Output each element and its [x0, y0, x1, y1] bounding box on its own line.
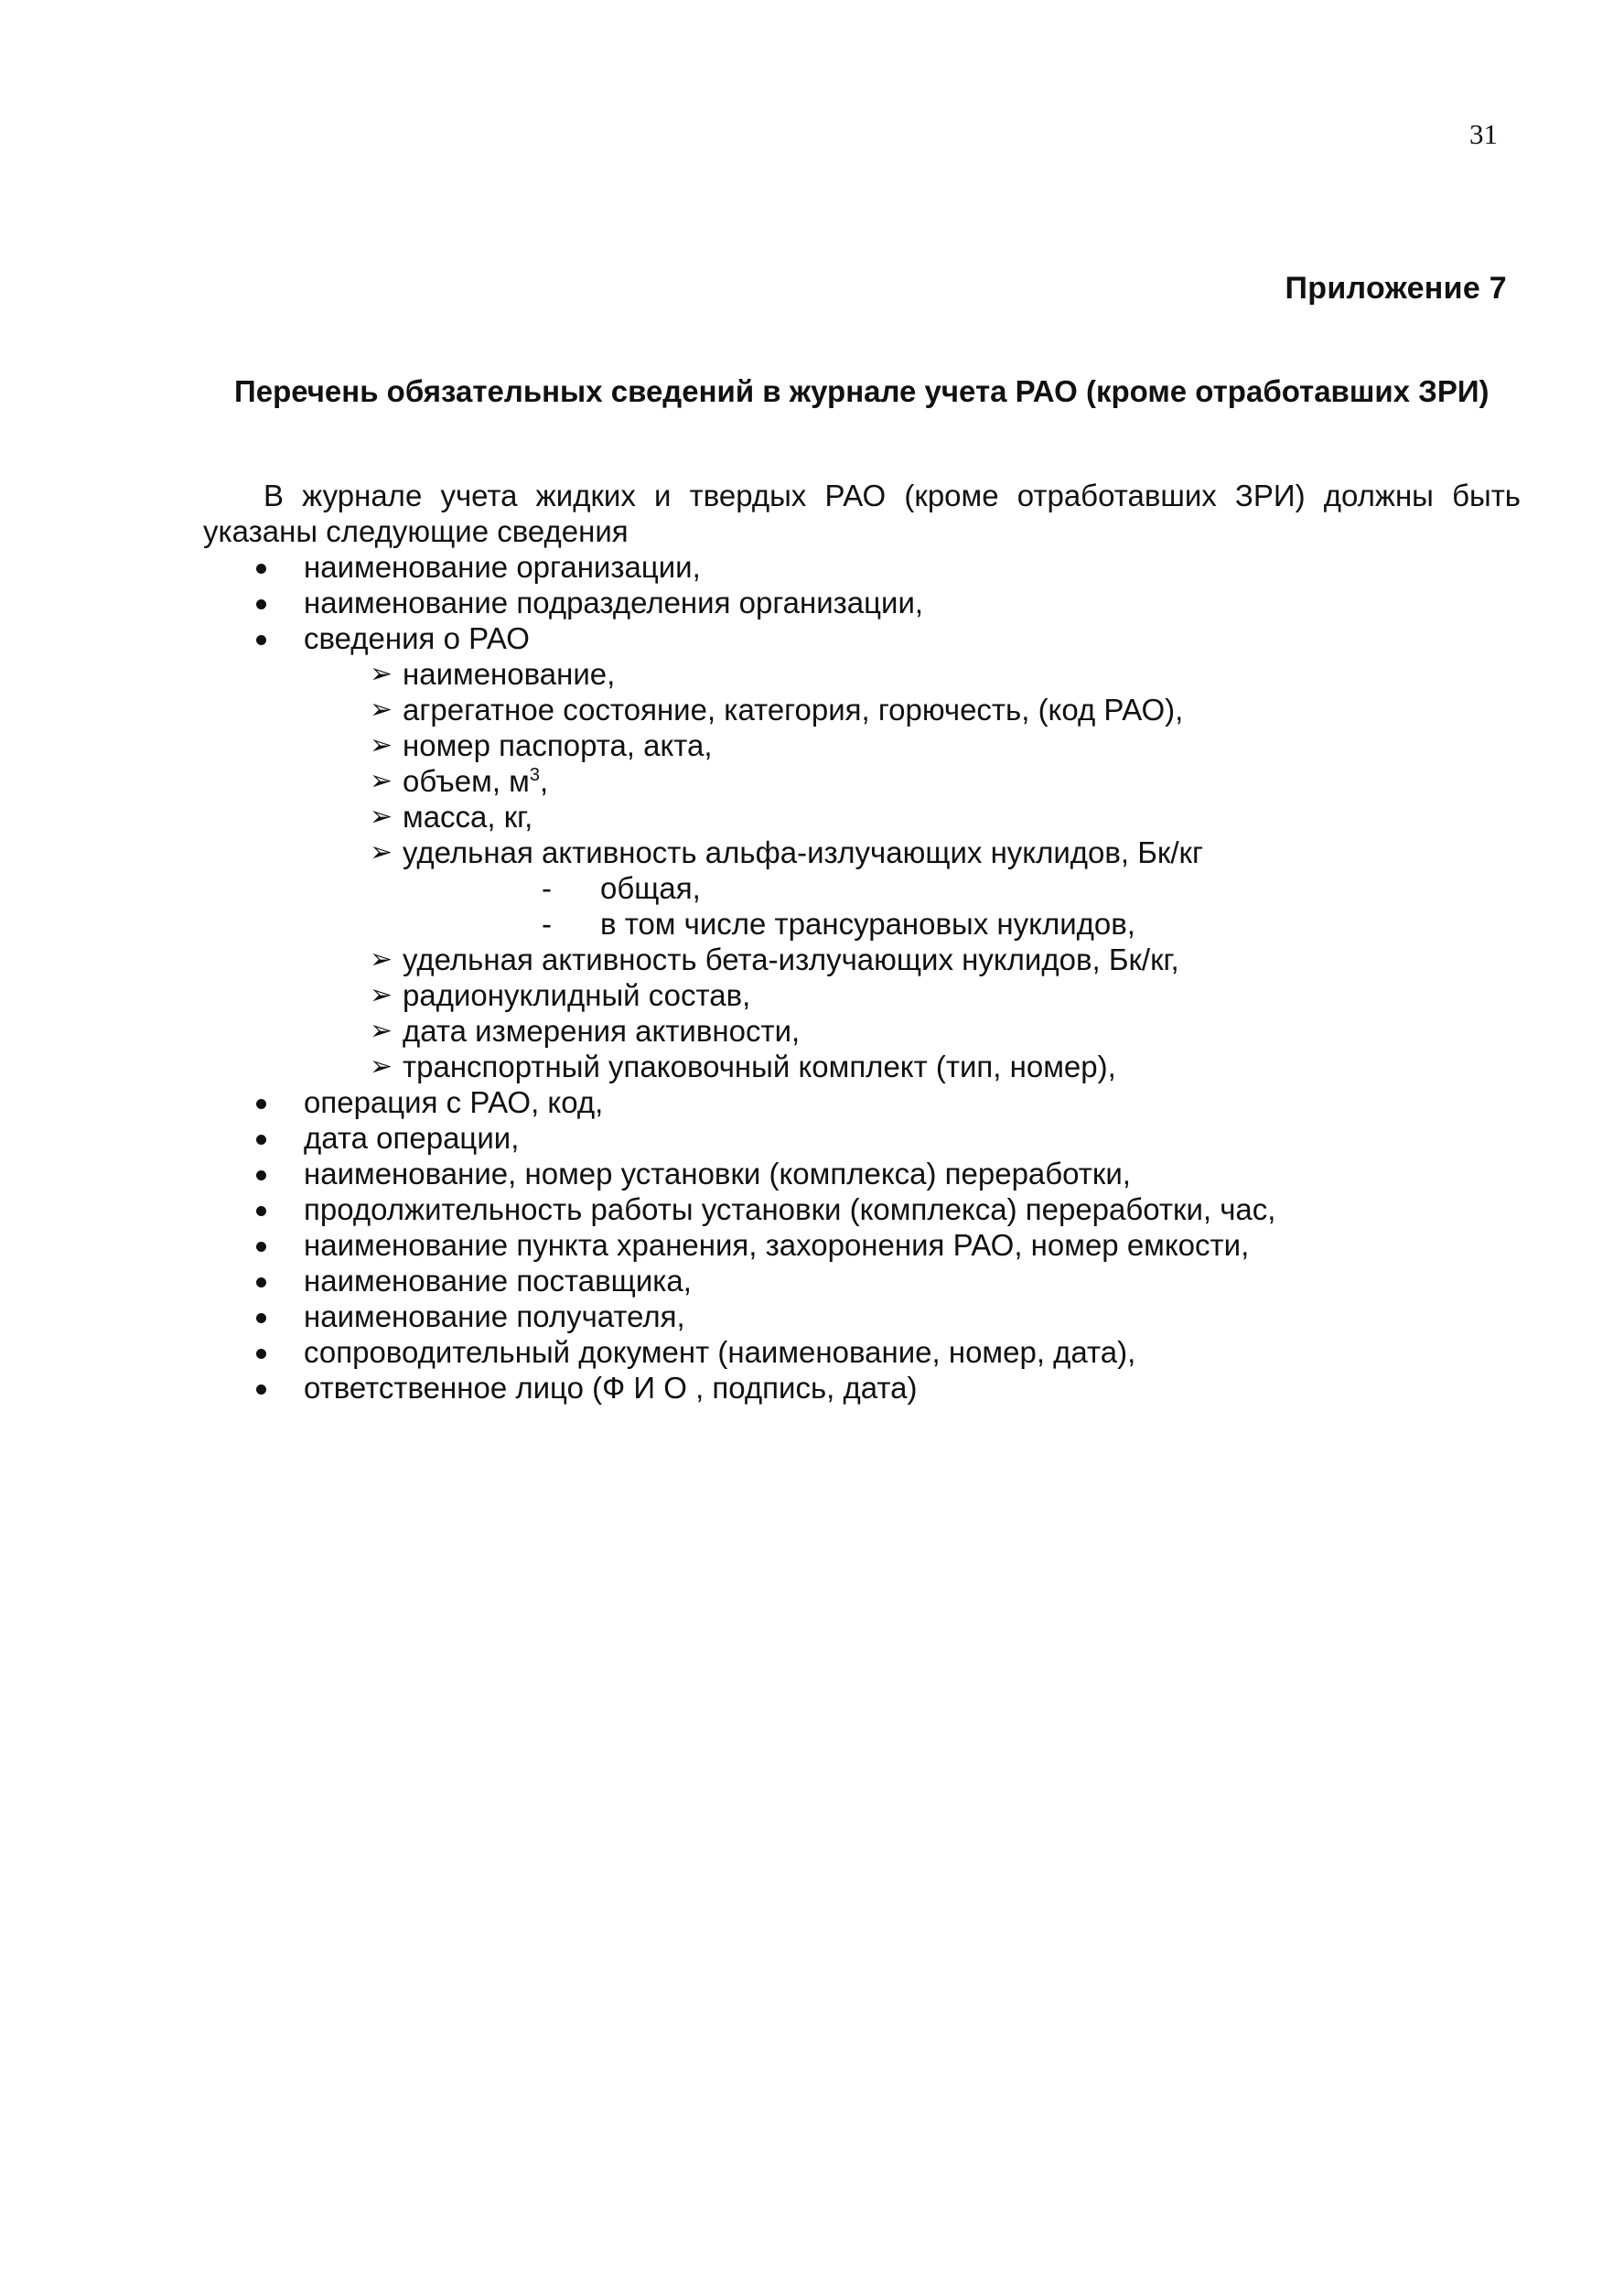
info-list [203, 549, 1521, 1406]
list-item [203, 1191, 1521, 1227]
list-item [203, 1084, 1521, 1120]
dash-bullet-icon: - [542, 871, 552, 905]
list-item [203, 549, 1521, 585]
list-item-text: сведения о РАО [304, 621, 530, 655]
sublist-item [304, 977, 1521, 1013]
arrow-bullet-icon: ➢ [370, 944, 393, 975]
list-item [203, 1120, 1521, 1156]
arrow-bullet-icon: ➢ [370, 837, 393, 867]
sublist-item-text: транспортный упаковочный комплект (тип, номер), [403, 1050, 1116, 1083]
list-item [203, 1227, 1521, 1263]
list-item-text: наименование пункта хранения, захоронения РАО, номер емкости, [304, 1228, 1250, 1262]
sublist-item [304, 692, 1521, 727]
list-item-text: дата операции, [304, 1121, 520, 1155]
appendix-label: Приложение 7 [1285, 271, 1507, 306]
sublist-item-text: удельная активность альфа-излучающих нуклидов, Бк/кг [403, 835, 1203, 869]
list-item [203, 1298, 1521, 1334]
sublist-item-text: номер паспорта, акта, [403, 728, 713, 762]
bullet-icon [256, 564, 266, 574]
sublist-item-text: дата измерения активности, [403, 1014, 801, 1048]
list-item [203, 1263, 1521, 1298]
bullet-icon [256, 1170, 266, 1180]
list-item-text: сопроводительный документ (наименование, номер, дата), [304, 1335, 1136, 1369]
sublist-item [304, 727, 1521, 763]
arrow-bullet-icon: ➢ [370, 1051, 393, 1082]
list-item-text: наименование поставщика, [304, 1264, 692, 1298]
page-number: 31 [1469, 118, 1498, 150]
list-item [203, 1370, 1521, 1406]
bullet-icon [256, 1135, 266, 1145]
bullet-icon [256, 635, 266, 645]
arrow-bullet-icon: ➢ [370, 695, 393, 725]
sublist-item-text-suffix: , [539, 764, 549, 798]
sub-sublist-item-text: общая, [600, 871, 701, 905]
list-item [203, 620, 1521, 1084]
sub-sublist-item-text: в том числе трансурановых нуклидов, [600, 907, 1135, 941]
sublist-item-text: удельная активность бета-излучающих нуклидов, Бк/кг, [403, 943, 1179, 976]
arrow-bullet-icon: ➢ [370, 1016, 393, 1046]
arrow-bullet-icon: ➢ [370, 802, 393, 832]
arrow-bullet-icon: ➢ [370, 659, 393, 689]
sub-sublist-item [403, 906, 1521, 942]
sublist-item [304, 799, 1521, 835]
sublist-item [304, 835, 1521, 942]
document-title: Перечень обязательных сведений в журнале учета РАО (кроме отработавших ЗРИ) [234, 374, 1490, 408]
sublist-item-text: радионуклидный состав, [403, 978, 751, 1012]
arrow-bullet-icon: ➢ [370, 766, 393, 796]
bullet-icon [256, 1384, 266, 1395]
sublist-item-text: объем, м [403, 764, 530, 798]
sublist-item [304, 942, 1521, 977]
document-body [203, 478, 1521, 1406]
rao-details-list [304, 656, 1521, 1084]
alpha-activity-list [403, 870, 1521, 942]
list-item-text: наименование организации, [304, 550, 701, 584]
bullet-icon [256, 599, 266, 609]
cubic-superscript: 3 [529, 765, 540, 785]
sub-sublist-item [403, 870, 1521, 906]
sublist-item-text: агрегатное состояние, категория, горючесть, (код РАО), [403, 693, 1184, 727]
bullet-icon [256, 1242, 266, 1252]
list-item-text: наименование получателя, [304, 1299, 685, 1333]
dash-bullet-icon: - [542, 907, 552, 941]
list-item [203, 1156, 1521, 1191]
bullet-icon [256, 1277, 266, 1287]
bullet-icon [256, 1099, 266, 1109]
bullet-icon [256, 1313, 266, 1323]
list-item-text: продолжительность работы установки (комплекса) переработки, час, [304, 1192, 1276, 1226]
list-item [203, 585, 1521, 620]
arrow-bullet-icon: ➢ [370, 980, 393, 1010]
bullet-icon [256, 1206, 266, 1216]
list-item-text: ответственное лицо (Ф И О , подпись, дата) [304, 1371, 918, 1405]
list-item-text: наименование подразделения организации, [304, 586, 924, 619]
sublist-item-text: масса, кг, [403, 800, 533, 834]
bullet-icon [256, 1349, 266, 1359]
intro-paragraph: В журнале учета жидких и твердых РАО (кроме отработавших ЗРИ) должны быть указаны следующие сведения [203, 479, 1521, 548]
sublist-item [304, 1013, 1521, 1049]
list-item [203, 1334, 1521, 1370]
list-item-text: наименование, номер установки (комплекса) переработки, [304, 1157, 1131, 1190]
sublist-item [304, 1049, 1521, 1084]
sublist-item [304, 656, 1521, 692]
list-item-text: операция с РАО, код, [304, 1085, 604, 1119]
sublist-item-text: наименование, [403, 657, 616, 691]
arrow-bullet-icon: ➢ [370, 730, 393, 760]
sublist-item [304, 763, 1521, 799]
